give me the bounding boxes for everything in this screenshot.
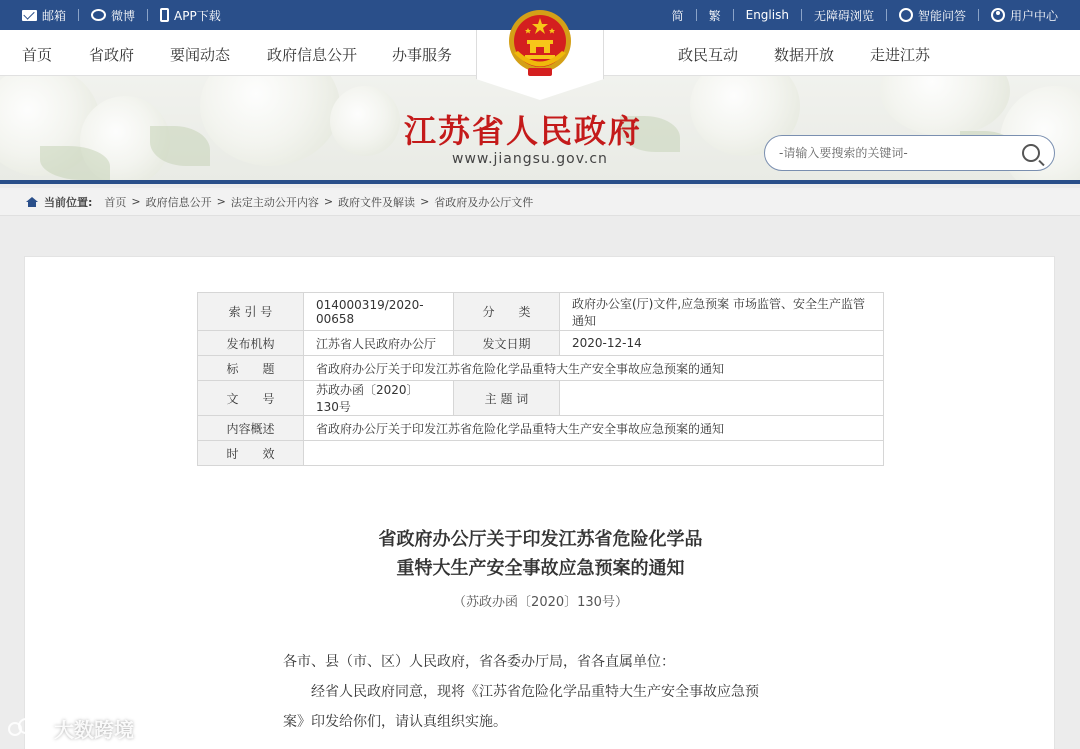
mail-icon — [22, 10, 37, 21]
document-number: （苏政办函〔2020〕130号） — [453, 595, 628, 610]
search-icon[interactable] — [1022, 144, 1040, 162]
breadcrumb-item[interactable]: 首页 — [104, 195, 127, 209]
document-info-table — [197, 292, 884, 466]
content-panel — [24, 256, 1055, 749]
table-row — [198, 356, 884, 381]
document-title-line: 重特大生产安全事故应急预案的通知 — [396, 558, 685, 579]
search-box — [764, 135, 1055, 171]
nav-services[interactable]: 办事服务 — [392, 46, 453, 64]
validity-label: 时 效 — [198, 441, 304, 466]
site-title: 江苏省人民政府 — [404, 112, 643, 150]
subject-label: 主 题 词 — [454, 381, 560, 416]
nav-provincial-government[interactable]: 省政府 — [89, 46, 135, 64]
user-center-link[interactable] — [991, 7, 1058, 24]
divider — [147, 9, 148, 21]
smart-qa-link[interactable] — [899, 7, 966, 24]
subject-value — [560, 381, 884, 416]
breadcrumb-label: 当前位置: — [44, 195, 93, 209]
issuer-label: 发布机构 — [198, 331, 304, 356]
nav-interaction[interactable]: 政民互动 — [678, 46, 739, 64]
category-value: 政府办公室(厅)文件,应急预案 市场监管、安全生产监管 通知 — [560, 293, 884, 331]
simplified-label: 简 — [671, 8, 684, 23]
topbar-right — [672, 0, 1058, 30]
document-title-line: 省政府办公厅关于印发江苏省危险化学品 — [378, 529, 703, 550]
date-value: 2020-12-14 — [560, 331, 884, 356]
title-label: 标 题 — [198, 356, 304, 381]
mail-label: 邮箱 — [42, 8, 67, 23]
document-body-paragraph: 案》印发给你们，请认真组织实施。 — [283, 714, 507, 730]
table-row — [198, 293, 884, 331]
breadcrumb-item[interactable]: 法定主动公开内容 — [230, 195, 319, 209]
user-icon — [991, 8, 1005, 22]
divider — [886, 9, 887, 21]
mail-link[interactable] — [22, 7, 66, 24]
validity-value — [304, 441, 884, 466]
user-center-label: 用户中心 — [1009, 8, 1058, 23]
table-row — [198, 416, 884, 441]
english-label: English — [745, 8, 789, 22]
decorative-flower — [330, 86, 400, 156]
national-emblem-icon — [506, 8, 574, 78]
divider — [733, 9, 734, 21]
breadcrumb-separator: > — [131, 195, 141, 208]
table-row — [198, 441, 884, 466]
breadcrumb-item[interactable]: 政府信息公开 — [145, 195, 212, 209]
index-label: 索 引 号 — [198, 293, 304, 331]
english-link[interactable] — [746, 8, 789, 22]
divider — [801, 9, 802, 21]
traditional-link[interactable] — [709, 7, 721, 24]
app-download-link[interactable] — [160, 7, 221, 24]
nav-open-data[interactable]: 数据开放 — [774, 46, 835, 64]
accessibility-link[interactable] — [814, 7, 874, 24]
smart-qa-label: 智能问答 — [917, 8, 966, 23]
nav-about-jiangsu[interactable]: 走进江苏 — [870, 46, 931, 64]
docno-label: 文 号 — [198, 381, 304, 416]
category-label: 分 类 — [454, 293, 560, 331]
watermark-logo-icon — [8, 716, 48, 742]
watermark-text: 大数跨境 — [54, 718, 134, 742]
nav-home[interactable]: 首页 — [22, 46, 53, 64]
breadcrumb — [0, 188, 1080, 216]
breadcrumb-separator: > — [216, 195, 226, 208]
document-title — [25, 525, 1056, 583]
summary-value: 省政府办公厅关于印发江苏省危险化学品重特大生产安全事故应急预案的通知 — [304, 416, 884, 441]
decorative-flower — [200, 76, 340, 166]
decorative-flower — [880, 76, 1010, 136]
app-download-label: APP下载 — [174, 8, 221, 23]
search-input[interactable] — [779, 144, 1019, 162]
home-icon — [26, 197, 38, 207]
issuer-value: 江苏省人民政府办公厅 — [304, 331, 454, 356]
docno-value: 苏政办函〔2020〕130号 — [304, 381, 454, 416]
breadcrumb-separator: > — [323, 195, 334, 208]
divider — [696, 9, 697, 21]
document-salutation: 各市、县（市、区）人民政府，省各委办厅局，省各直属单位： — [283, 654, 675, 670]
breadcrumb-item[interactable]: 省政府及办公厅文件 — [434, 195, 534, 209]
watermark — [8, 714, 134, 743]
divider — [78, 9, 79, 21]
index-value: 014000319/2020-00658 — [304, 293, 454, 331]
table-row — [198, 381, 884, 416]
accessibility-label: 无障碍浏览 — [813, 8, 874, 23]
weibo-link[interactable] — [91, 7, 135, 24]
weibo-icon — [91, 9, 106, 21]
summary-label: 内容概述 — [198, 416, 304, 441]
site-url: www.jiangsu.gov.cn — [452, 151, 608, 167]
date-label: 发文日期 — [454, 331, 560, 356]
nav-news[interactable]: 要闻动态 — [170, 46, 231, 64]
traditional-label: 繁 — [708, 8, 721, 23]
weibo-label: 微博 — [111, 8, 136, 23]
breadcrumb-item[interactable]: 政府文件及解读 — [338, 195, 416, 209]
phone-icon — [160, 8, 169, 22]
title-value: 省政府办公厅关于印发江苏省危险化学品重特大生产安全事故应急预案的通知 — [304, 356, 884, 381]
nav-info-disclosure[interactable]: 政府信息公开 — [267, 46, 358, 64]
topbar-left — [22, 0, 221, 30]
breadcrumb-separator: > — [420, 195, 430, 208]
simplified-link[interactable] — [672, 7, 684, 24]
document-body-paragraph: 经省人民政府同意，现将《江苏省危险化学品重特大生产安全事故应急预 — [311, 684, 759, 700]
help-icon — [899, 8, 913, 22]
divider — [978, 9, 979, 21]
table-row — [198, 331, 884, 356]
